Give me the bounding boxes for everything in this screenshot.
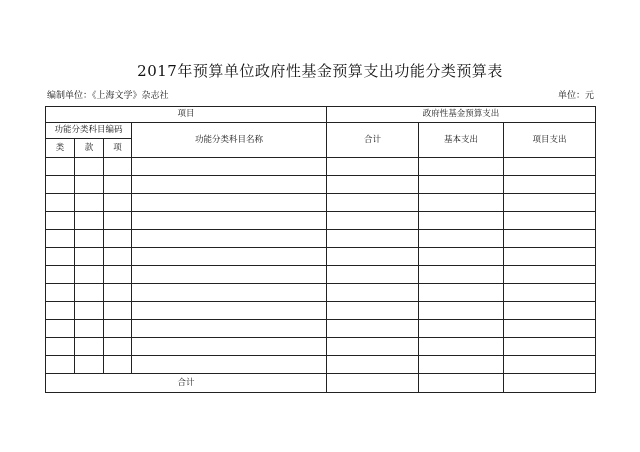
total-row-cell <box>327 374 419 393</box>
table-cell <box>504 230 596 248</box>
table-cell <box>327 284 419 302</box>
table-cell <box>419 176 504 194</box>
item-header: 项目 <box>46 107 327 123</box>
table-cell <box>419 158 504 176</box>
table-cell <box>75 194 104 212</box>
table-cell <box>46 266 75 284</box>
table-cell <box>327 248 419 266</box>
function-code-header: 功能分类科目编码 <box>46 123 132 139</box>
table-cell <box>104 176 132 194</box>
table-cell <box>504 212 596 230</box>
table-cell <box>132 176 327 194</box>
table-cell <box>75 302 104 320</box>
total-row-cell <box>419 374 504 393</box>
page-title: 2017年预算单位政府性基金预算支出功能分类预算表 <box>137 62 503 80</box>
table-cell <box>46 338 75 356</box>
table-cell <box>132 320 327 338</box>
table-cell <box>419 194 504 212</box>
table-cell <box>132 248 327 266</box>
table-cell <box>327 194 419 212</box>
table-cell <box>504 266 596 284</box>
table-cell <box>327 356 419 374</box>
table-cell <box>504 176 596 194</box>
table-cell <box>104 302 132 320</box>
table-cell <box>75 230 104 248</box>
table-cell <box>46 356 75 374</box>
table-cell <box>46 212 75 230</box>
table-cell <box>75 248 104 266</box>
table-cell <box>504 302 596 320</box>
table-cell <box>132 356 327 374</box>
table-cell <box>504 248 596 266</box>
table-cell <box>104 212 132 230</box>
category-xiang-header: 项 <box>104 139 132 158</box>
currency-unit-label: 单位：元 <box>557 91 594 101</box>
table-cell <box>46 158 75 176</box>
table-row <box>46 266 596 284</box>
table-cell <box>327 302 419 320</box>
table-row <box>46 320 596 338</box>
compiling-unit-label: 编制单位：《上海文学》杂志社 <box>47 91 169 101</box>
table-cell <box>75 320 104 338</box>
table-cell <box>327 320 419 338</box>
table-cell <box>419 212 504 230</box>
table-cell <box>104 230 132 248</box>
table-cell <box>327 230 419 248</box>
table-cell <box>419 248 504 266</box>
table-cell <box>327 212 419 230</box>
function-name-header: 功能分类科目名称 <box>132 123 327 158</box>
table-cell <box>104 284 132 302</box>
table-cell <box>132 158 327 176</box>
table-cell <box>104 356 132 374</box>
table-cell <box>419 320 504 338</box>
category-kuan-header: 款 <box>75 139 104 158</box>
table-row <box>46 248 596 266</box>
table-row <box>46 302 596 320</box>
basic-expenditure-header: 基本支出 <box>419 123 504 158</box>
table-cell <box>132 302 327 320</box>
table-cell <box>75 284 104 302</box>
table-row <box>46 284 596 302</box>
table-cell <box>75 356 104 374</box>
table-cell <box>75 212 104 230</box>
table-cell <box>504 194 596 212</box>
table-row <box>46 338 596 356</box>
table-cell <box>419 338 504 356</box>
table-row <box>46 212 596 230</box>
table-cell <box>419 284 504 302</box>
table-cell <box>75 158 104 176</box>
table-cell <box>104 158 132 176</box>
table-cell <box>504 158 596 176</box>
table-row <box>46 194 596 212</box>
table-cell <box>132 284 327 302</box>
table-cell <box>504 320 596 338</box>
table-cell <box>419 356 504 374</box>
table-cell <box>327 158 419 176</box>
table-row <box>46 176 596 194</box>
total-row-label: 合计 <box>46 374 327 393</box>
table-row <box>46 158 596 176</box>
category-lei-header: 类 <box>46 139 75 158</box>
table-cell <box>132 266 327 284</box>
table-row <box>46 356 596 374</box>
table-cell <box>75 266 104 284</box>
table-cell <box>104 248 132 266</box>
table-cell <box>419 230 504 248</box>
table-cell <box>104 194 132 212</box>
table-cell <box>104 266 132 284</box>
table-cell <box>75 176 104 194</box>
table-cell <box>46 284 75 302</box>
table-cell <box>132 338 327 356</box>
table-cell <box>504 356 596 374</box>
table-cell <box>46 176 75 194</box>
table-row <box>46 230 596 248</box>
table-cell <box>419 302 504 320</box>
total-column-header: 合计 <box>327 123 419 158</box>
table-cell <box>504 338 596 356</box>
table-cell <box>327 266 419 284</box>
table-cell <box>46 194 75 212</box>
table-cell <box>327 338 419 356</box>
table-cell <box>132 230 327 248</box>
budget-table <box>45 106 596 393</box>
table-cell <box>327 176 419 194</box>
table-cell <box>46 302 75 320</box>
table-cell <box>104 320 132 338</box>
table-cell <box>419 266 504 284</box>
table-cell <box>104 338 132 356</box>
table-cell <box>132 212 327 230</box>
project-expenditure-header: 项目支出 <box>504 123 596 158</box>
total-row-cell <box>504 374 596 393</box>
fund-expenditure-header: 政府性基金预算支出 <box>327 107 596 123</box>
table-cell <box>46 230 75 248</box>
table-cell <box>504 284 596 302</box>
table-cell <box>46 248 75 266</box>
table-cell <box>75 338 104 356</box>
table-cell <box>132 194 327 212</box>
table-cell <box>46 320 75 338</box>
